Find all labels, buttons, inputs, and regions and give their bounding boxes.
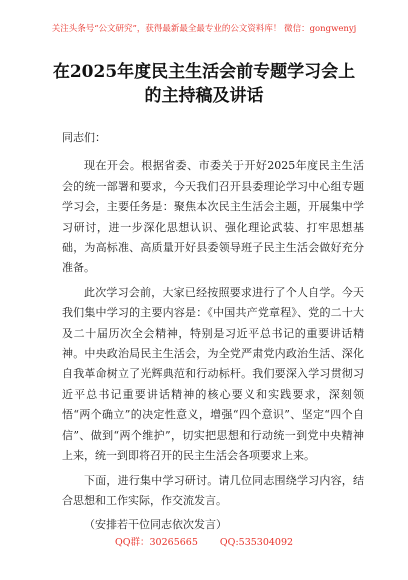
paragraph-2: 此次学习会前，大家已经按照要求进行了个人自学。今天我们集中学习的主要内容是：《中国共产党章程》、党的二十大及二十届历次全会精神，特别是习近平总书记的重要讲话精神。中央政治局民主生活会，为全党严肃党内政治生活、深化自我革命树立了光辉典范和行动标杆。我们要深入学习贯彻习近平总书记重要讲话精神的核心要义和实践要求，深刻领悟“两个确立”的决定性意义，增强“四个意识”、坚定“四个自信”、做到“两个维护”，切实把思想和行动统一到党中央精神上来，统一到即将召开的民主生活会各项要求上来。 — [62, 285, 364, 463]
paragraph-4: （安排若干位同志依次发言） — [84, 518, 227, 532]
footer-qq-group: QQ群：30265665 — [114, 537, 198, 548]
paragraph-3: 下面，进行集中学习研讨。请几位同志围绕学习内容，结合思想和工作实际，作交流发言。 — [62, 473, 364, 507]
header-banner: 关注头条号“公文研究”，获得最新最全最专业的公文资料库！ 微信：gongwenyj — [51, 24, 357, 34]
title-line-2: 的主持稿及讲话 — [144, 86, 264, 106]
paragraph-1: 现在开会。根据省委、市委关于开好2025年度民主生活会的统一部署和要求，今天我们召开县委理论学习中心组专题学习会，主要任务是：聚焦本次民主生活会主题，开展集中学习研讨，进一步深化思想认识、强化理论武装、打牢思想基础，为高标准、高质量开好县委领导班子民主生活会做好充分准备。 — [62, 159, 364, 275]
document-title — [30, 60, 378, 108]
salutation: 同志们： — [62, 131, 106, 144]
title-line-1: 在2025年度民主生活会前专题学习会上 — [52, 62, 356, 82]
document-body — [62, 128, 364, 540]
footer-contacts — [0, 534, 408, 548]
footer-qq: QQ:535304092 — [219, 537, 294, 548]
